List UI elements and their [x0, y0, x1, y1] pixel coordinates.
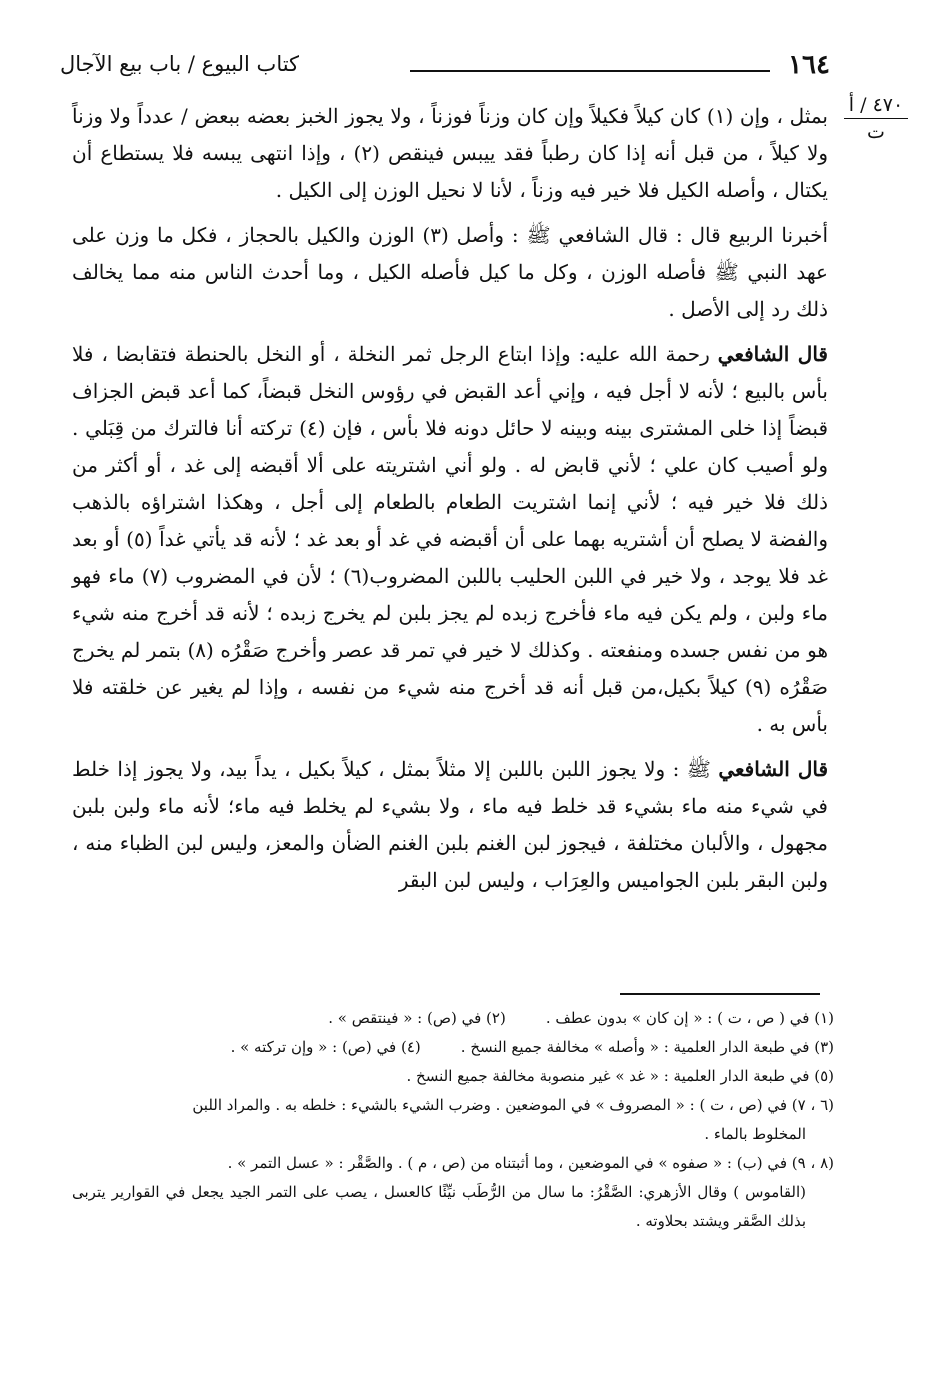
- footnotes: [72, 1004, 834, 1236]
- margin-ref: ٤٧٠ / أ: [848, 94, 904, 116]
- header-rule: [410, 70, 770, 72]
- paragraph-text: رحمة الله عليه: وإذا ابتاع الرجل ثمر النخلة ، أو النخل بالحنطة فتقابضا ، فلا بأس بالبيع ؛ لأنه لا أجل فيه ، وإني أعد القبض في رؤوس النخل قبضاً، كما أعد قبض الجزاف قبضاً إذا خلى المشترى بينه وبينه لا حائل دونه فلا بأس ، فإن (٤) تركته أنا فالترك من قِبَلي . ولو أصيب كان علي ؛ لأني قابض له . ولو أني اشتريته على ألا أقبضه إلى غد ، أو أكثر من ذلك فلا خير فيه ؛ لأني إنما اشتريت الطعام بالطعام إلى أجل ، وهكذا اشتراؤه بالذهب والفضة لا يصلح أن أشتريه بهما على أن أقبضه في غد أو بعد غد ؛ لأنه قد يأتي غداً (٥) أو بعد غد فلا يوجد ، ولا خير في اللبن الحليب باللبن المضروب(٦) ؛ لأن في المضروب (٧) ماء فهو ماء ولبن ، ولم يكن فيه ماء فأخرج زبده لم يجز بلبن لم يخرج زبده ؛ لأنه قد أخرج منه شيء هو من نفس جسده ومنفعته . وكذلك لا خير في تمر قد عصر وأخرج صَقْرُه (٨) بتمر لم يخرج صَقْرُه (٩) كيلاً بكيل،من قبل أنه قد أخرج منه شيء من نفسه ، وإذا لم يغير عن خلقته فلا بأس به .: [72, 342, 829, 736]
- paragraph: [72, 751, 828, 899]
- footnote-row: [72, 1004, 834, 1033]
- paragraph-text: ﷺ : ولا يجوز اللبن باللبن إلا مثلاً بمثل ، كيلاً بكيل ، يداً بيد، ولا يجوز إذا خلط في شيء منه ماء بشيء قد خلط فيه ماء ، ولا بشيء لم يخلط فيه ماء؛ لأنه ماء ولبن بلبن مجهول ، والألبان مختلفة ، فيجوز لبن الغنم بلبن الغنم الضأن والمعز، وليس لبن الظباء منه ، ولبن البقر بلبن الجواميس والعِرَاب ، وليس لبن البقر: [72, 757, 828, 892]
- paragraph-text: بمثل ، وإن (١) كان كيلاً فكيلاً وإن كان وزناً فوزناً ، ولا يجوز الخبز بعضه ببعض / عدداً ولا وزناً ولا كيلاً ، من قبل أنه إذا كان رطباً فقد ييبس فينقص (٢) ، وإذا انتهى يبسه فلا يستطاع أن يكتال ، وأصله الكيل فلا خير فيه وزناً ، لأنا لا نحيل الوزن إلى الكيل .: [72, 104, 829, 202]
- footnote-1: (١) في ( ص ، ت ) : « إن كان » بدون عطف .: [545, 1009, 834, 1027]
- paragraph: [72, 336, 828, 743]
- footnote-6-7-continued: المخلوط بالماء .: [704, 1125, 806, 1143]
- chapter-title: كتاب البيوع / باب بيع الآجال: [60, 52, 300, 76]
- footnote-3: (٣) في طبعة الدار العلمية : « وأصله » مخالفة جميع النسخ .: [460, 1038, 834, 1056]
- footnote-separator: [620, 993, 820, 995]
- margin-manuscript-ref: [838, 94, 914, 143]
- paragraph: [72, 217, 828, 328]
- page-number: ١٦٤: [788, 50, 830, 80]
- footnote-6-7: (٦ ، ٧) في (ص ، ت ) : « المصروف » في الموضعين . وضرب الشيء بالشيء : خلطه به . والمراد اللبن: [192, 1096, 834, 1114]
- speaker-label: قال الشافعي: [718, 757, 828, 781]
- paragraph-text: أخبرنا الربيع قال : قال الشافعي ﷺ : وأصل (٣) الوزن والكيل بالحجاز ، فكل ما وزن على عهد النبي ﷺ فأصله الوزن ، وكل ما كيل فأصله الكيل ، وما أحدث الناس منه مما يخالف ذلك رد إلى الأصل .: [72, 223, 829, 321]
- footnote-8-9: (٨ ، ٩) في (ب) : « صفوه » في الموضعين ، وما أثبتناه من (ص ، م ) . والصَّقْر : « عسل التمر » .: [227, 1154, 834, 1172]
- footnote-2: (٢) في (ص) : « فينتقص » .: [328, 1009, 506, 1027]
- footnote-row: [72, 1033, 834, 1062]
- margin-rule: [844, 118, 908, 119]
- footnote-8-9-continued: (القاموس ) وقال الأزهري: الصَّقْرُ: ما سال من الرُّطَب نيِّئًا كالعسل ، يصب على التمر الجيد يجعل في القوارير يتربى بذلك الصَّقر ويشتد بحلاوته .: [72, 1183, 806, 1230]
- margin-sub: ت: [867, 121, 885, 143]
- main-text: [72, 98, 828, 907]
- footnote-5: (٥) في طبعة الدار العلمية : « غد » غير منصوبة مخالفة جميع النسخ .: [406, 1067, 834, 1085]
- footnote-4: (٤) في (ص) : « وإن تركته » .: [230, 1038, 421, 1056]
- speaker-label: قال الشافعي: [717, 342, 828, 366]
- page-header: [60, 50, 830, 90]
- paragraph: [72, 98, 828, 209]
